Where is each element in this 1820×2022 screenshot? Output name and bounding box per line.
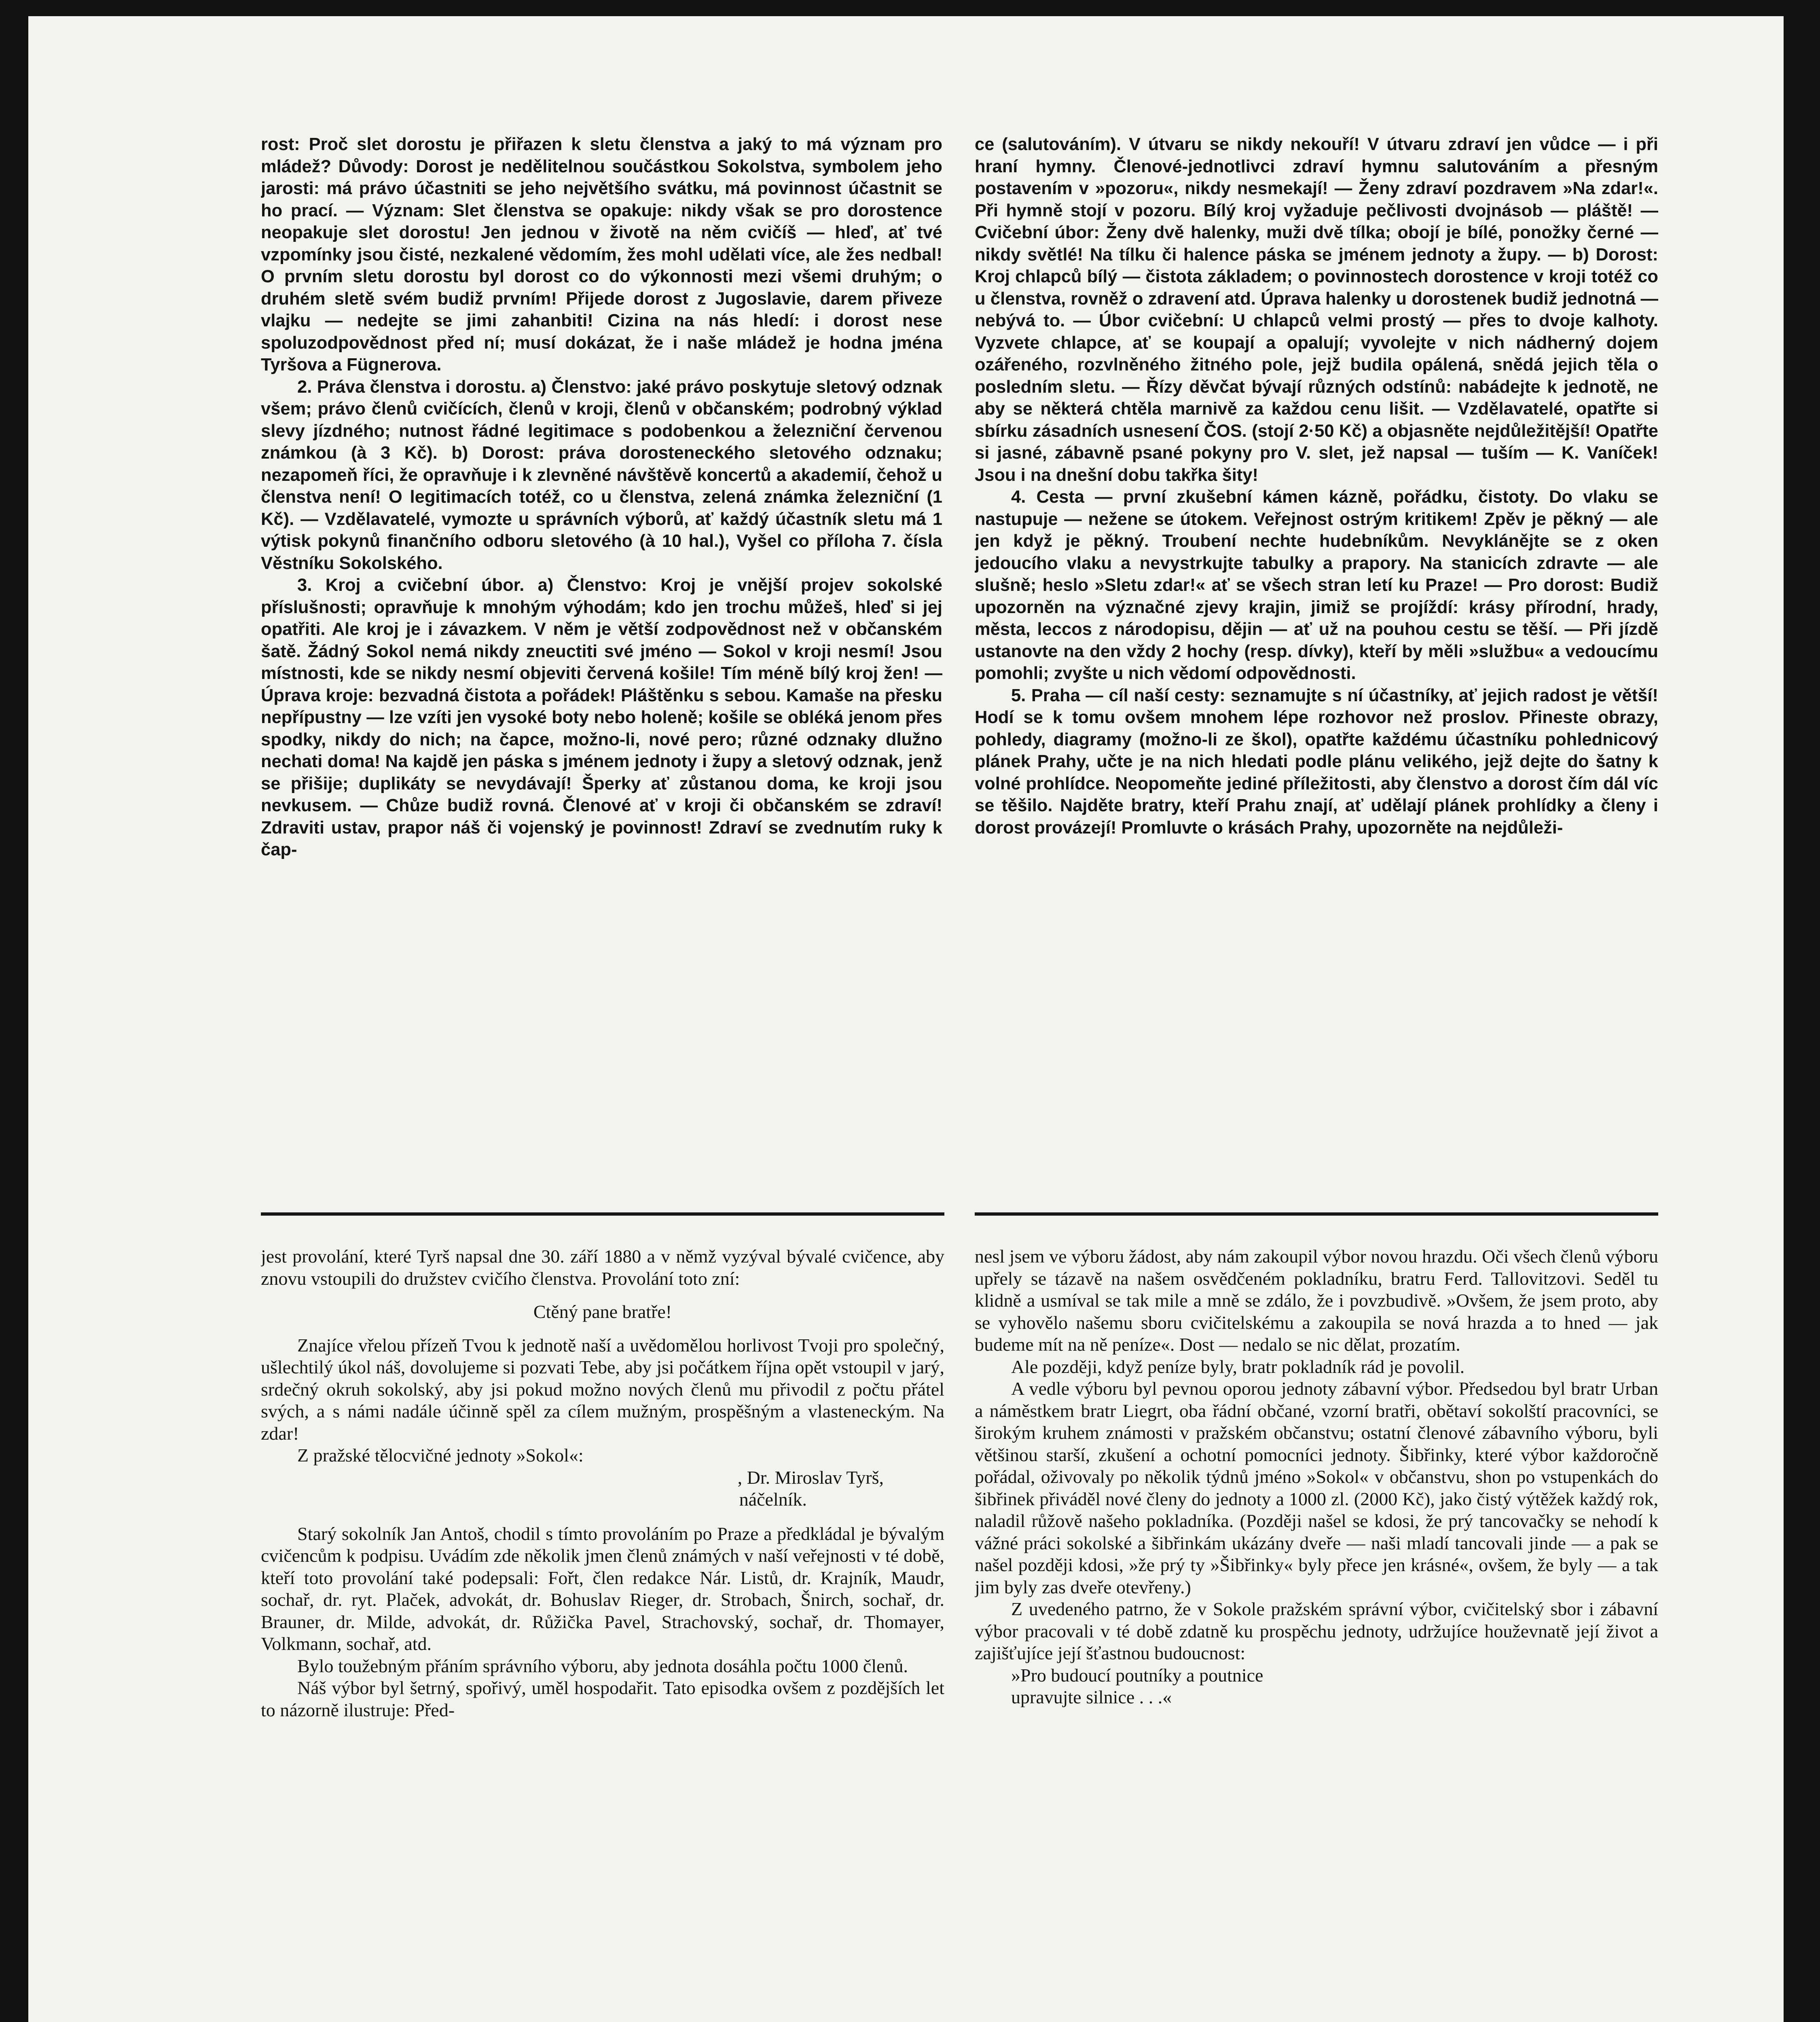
top-left-column bbox=[261, 133, 942, 1177]
letter-sender: Z pražské tělocvičné jednoty »Sokol«: bbox=[297, 1445, 584, 1466]
paragraph: A vedle výboru byl pevnou oporou jednoty zábavní výbor. Předsedou byl bratr Urban a náměstkem bratr Liegrt, oba řádní občané, vzorní bratři, obětaví sokolští pracovníci, se širokým kruhem známosti v pražském občanstvu; ostatní členové zábavního výboru, byli většinou starší, zkušení a ochotní pomocníci jednoty. Šibřinky, které výbor každoročně pořádal, oživovaly po několik týdnů jméno »Sokol« v občanstvu, shon po vstupenkách do šibřinek přiváděl nové členy do jednoty a 1000 zl. (2000 Kč), jako čistý výtěžek každý rok, naladil růžově našeho pokladníka. (Později našel se kdosi, že prý tancovačky se nehodí k vážné práci sokolské a šibřinkám ukázány dveře — naši mladí tancovali jinde — a pak se našel později kdosi, »že prý ty »Šibřinky« byly přece jen krásné«, ovšem, že byly — a tak jim byly zas dveře otevřeny.) bbox=[975, 1378, 1658, 1597]
paragraph: Náš výbor byl šetrný, spořivý, uměl hospodařit. Tato episodka ovšem z pozdějších let to názorně ilustruje: Před- bbox=[261, 1677, 944, 1720]
paragraph: Bylo toužebným přáním správního výboru, aby jednota dosáhla počtu 1000 členů. bbox=[297, 1655, 908, 1676]
paragraph: rost: Proč slet dorostu je přiřazen k sletu členstva a jaký to má význam pro mládež? Důvody: Dorost je nedělitelnou součástkou Sokolstva, symbolem jeho jarosti: má právo účastniti se jeho největšího svátku, má povinnost účastnit se ho prací. — Význam: Slet členstva se opakuje: nikdy však se pro dorostence neopakuje slet dorostu! Jen jednou v životě na něm cvičíš — hleď, ať tvé vzpomínky jsou čisté, nezkalené vědomím, žes mohl udělati více, ale žes nedbal! O prvním sletu dorostu byl dorost co do výkonnosti mezi všemi druhým; o druhém sletě svém budiž prvním! Přijede dorost z Jugoslavie, darem přiveze vlajku — nedejte se jimi zahanbiti! Cizina na nás hledí: i dorost nese spoluzodpovědnost před ní; musí dokázat, že i naše mládež je hodna jména Tyršova a Fügnerova. bbox=[261, 135, 942, 374]
bottom-right-column bbox=[975, 1246, 1658, 2022]
paragraph: Ale později, když peníze byly, bratr pokladník rád je povolil. bbox=[1011, 1356, 1465, 1377]
letter-salutation: Ctěný pane bratře! bbox=[533, 1301, 672, 1322]
verse-line: upravujte silnice . . .« bbox=[1011, 1687, 1172, 1707]
paragraph: 5. Praha — cíl naší cesty: seznamujte s ní účastníky, ať jejich radost je větší! Hodí se k tomu ovšem mnohem lépe rozhovor než proslov. Přineste obrazy, pohledy, diagramy (možno-li ze škol), opatřte každému účastníku pohlednicový plánek Prahy, učte je na nich hledati podle plánu velikého, jejž dejte do šatny k volné prohlídce. Neopomeňte jediné příležitosti, aby členstvo a dorost čím dál víc se těšilo. Najděte bratry, kteří Prahu znají, ať udělají plánek prohlídky a členy i dorost provázejí! Promluvte o krásách Prahy, upozorněte na nejdůleži- bbox=[975, 685, 1658, 838]
verse-line: »Pro budoucí poutníky a poutnice bbox=[1011, 1665, 1263, 1686]
letter-body: Znajíce vřelou přízeň Tvou k jednotě naší a uvědomělou horlivost Tvoji pro společný, ušlechtilý úkol náš, dovolujeme si pozvati Tebe, aby jsi počátkem října opět vstoupil v jarý, srdečný okruh sokolský, aby jsi pokud možno nových členů mu přivodil z počtu přátel svých, a s námi nadále účinně spěl za cílem mužným, prospěšným a vlasteneckým. Na zdar! bbox=[261, 1335, 944, 1444]
paragraph: 4. Cesta — první zkušební kámen kázně, pořádku, čistoty. Do vlaku se nastupuje — nežene se útokem. Veřejnost ostrým kritikem! Zpěv je pěkný — ale jen když je pěkný. Troubení nechte hudebníkům. Nevyklánějte se z oken jedoucího vlaku a nevystrkujte tabulky a prapory. Na stanicích zdravte — ale slušně; heslo »Sletu zdar!« ať se všech stran letí ku Praze! — Pro dorost: Budiž upozorněn na význačné zjevy krajin, jimiž se projíždí: krásy přírodní, hrady, města, leccos z národopisu, dějin — ať už na pouhou cestu se těší. — Při jízdě ustanovte na den vždy 2 hochy (resp. dívky), kteří by měli »službu« a vedoucímu pomohli; zvyšte u nich vědomí odpovědnosti. bbox=[975, 487, 1658, 683]
bottom-left-column bbox=[261, 1246, 944, 2022]
paragraph: ce (salutováním). V útvaru se nikdy nekouří! V útvaru zdraví jen vůdce — i při hraní hymny. Členové-jednotlivci zdraví hymnu salutováním a přesným postavením v »pozoru«, nikdy nesmekají! — Ženy zdraví pozdravem »Na zdar!«. Při hymně stojí v pozoru. Bílý kroj vyžaduje pečlivosti dvojnásob — pláště! — Cvičební úbor: Ženy dvě halenky, muži dvě tílka; obojí je bílé, ponožky černé — nikdy světlé! Na tílku či halence páska se jménem jednoty a župy. — b) Dorost: Kroj chlapců bílý — čistota základem; o povinnostech dorostence v kroji totéž co u členstva, rovněž o zdravení atd. Úprava halenky u dorostenek budiž jednotná — nebývá to. — Úbor cvičební: U chlapců velmi prostý — přes to dvoje kalhoty. Vyzvete chlapce, ať se koupají a opalují; vyvolejte v nich nádherný dojem ozářeného, rozvlněného žitného pole, jejž budila opálená, snědá jejich těla o posledním sletu. — Řízy děvčat bývají různých odstínů: nabádejte k jednotě, ne aby se některá chtěla marnivě za každou cenu lišit. — Vzdělavatelé, opatřte si sbírku zásadních usnesení ČOS. (stojí 2·50 Kč) a objasněte nejdůležitější! Opatřte si jasné, zábavně psané pokyny pro V. slet, jež napsal — tuším — K. Vaníček! Jsou i na dnešní dobu takřka šity! bbox=[975, 135, 1658, 485]
divider-rule-right bbox=[975, 1212, 1658, 1216]
letter-signature: , Dr. Miroslav Tyrš, bbox=[737, 1467, 884, 1488]
paragraph: 2. Práva členstva i dorostu. a) Členstvo: jaké právo poskytuje sletový odznak všem; právo členů cvičících, členů v kroji, členů v občanském; podrobný výklad slevy jízdného; nutnost řádné legitimace s podobenkou a železniční červenou známkou (à 3 Kč). b) Dorost: práva dorosteneckého sletového odznaku; nezapomeň říci, že opravňuje i k zlevněné návštěvě koncertů a akademií, čehož u členstva není! O legitimacích totéž, co u členstva, zelená známka železniční (1 Kč). — Vzdělavatelé, vymozte u správních výborů, ať každý účastník sletu má 1 výtisk pokynů finančního odboru sletového (à 10 hal.), Vyšel co příloha 7. čísla Věstníku Sokolského. bbox=[261, 377, 942, 573]
top-right-column bbox=[975, 133, 1658, 1177]
signature-title: náčelník. bbox=[739, 1489, 807, 1510]
paragraph: 3. Kroj a cvičební úbor. a) Členstvo: Kroj je vnější projev sokolské příslušnosti; opravňuje k mnohým výhodám; kdo jen trochu můžeš, hleď si jej opatřiti. Ale kroj je i závazkem. V něm je větší zodpovědnost než v občanském šatě. Žádný Sokol nemá nikdy zneuctiti své jméno — Sokol v kroji nesmí! Jsou místnosti, kde se nikdy nesmí objeviti červená košile! Tím méně bílý kroj žen! — Úprava kroje: bezvadná čistota a pořádek! Pláštěnku s sebou. Kamaše na přesku nepřípustny — lze vzíti jen vysoké boty nebo holeně; košile se obléká jenom přes spodky, nikdy do nich; na čapce, možno-li, nové pero; různé odznaky dlužno nechati doma! Na kajdě jen páska s jménem jednoty i župy a sletový odznak, jenž se přišije; duplikáty se nevydávají! Šperky ať zůstanou doma, ke kroji jsou nevkusem. — Chůze budiž rovná. Členové ať v kroji či občanském se zdraví! Zdraviti ustav, prapor náš či vojenský je povinnost! Zdraví se zvednutím ruky k čap- bbox=[261, 575, 942, 859]
intro-paragraph: jest provolání, které Tyrš napsal dne 30. září 1880 a v němž vyzýval bývalé cvičence, aby znovu vstoupili do družstev cvičího členstva. Provolání toto zní: bbox=[261, 1246, 944, 1289]
divider-rule-left bbox=[261, 1212, 944, 1216]
paragraph: Starý sokolník Jan Antoš, chodil s tímto provoláním po Praze a předkládal je bývalým cvičencům k podpisu. Uvádím zde několik jmen členů známých v naší veřejnosti v té době, kteří toto provolání také podepsali: Fořt, člen redakce Nár. Listů, dr. Krajník, Maudr, sochař, dr. ryt. Plaček, advokát, dr. Bohuslav Rieger, dr. Strobach, Šnirch, sochař, dr. Brauner, dr. Milde, advokát, dr. Růžička Pavel, Strachovský, sochař, dr. Thomayer, Volkmann, sochař, atd. bbox=[261, 1523, 944, 1654]
paragraph: nesl jsem ve výboru žádost, aby nám zakoupil výbor novou hrazdu. Oči všech členů výboru upřely se tázavě na našem osvědčeném pokladníku, bratru Ferd. Tallovitzovi. Seděl tu klidně a usmíval se tak mile a mně se zdálo, že i povzbudivě. »Ovšem, že jsem proto, aby se vyhovělo našemu sboru cvičitelskému a zakoupila se nová hrazda a to hned — jak budeme mít na ně peníze«. Dost — nedalo se nic dělat, prozatím. bbox=[975, 1246, 1658, 1355]
paragraph: Z uvedeného patrno, že v Sokole pražském správní výbor, cvičitelský sbor i zábavní výbor pracovali v té době zdatně ku prospěchu jednoty, udržujíce houževnatě její život a zajišťujíce její šťastnou budoucnost: bbox=[975, 1599, 1658, 1663]
